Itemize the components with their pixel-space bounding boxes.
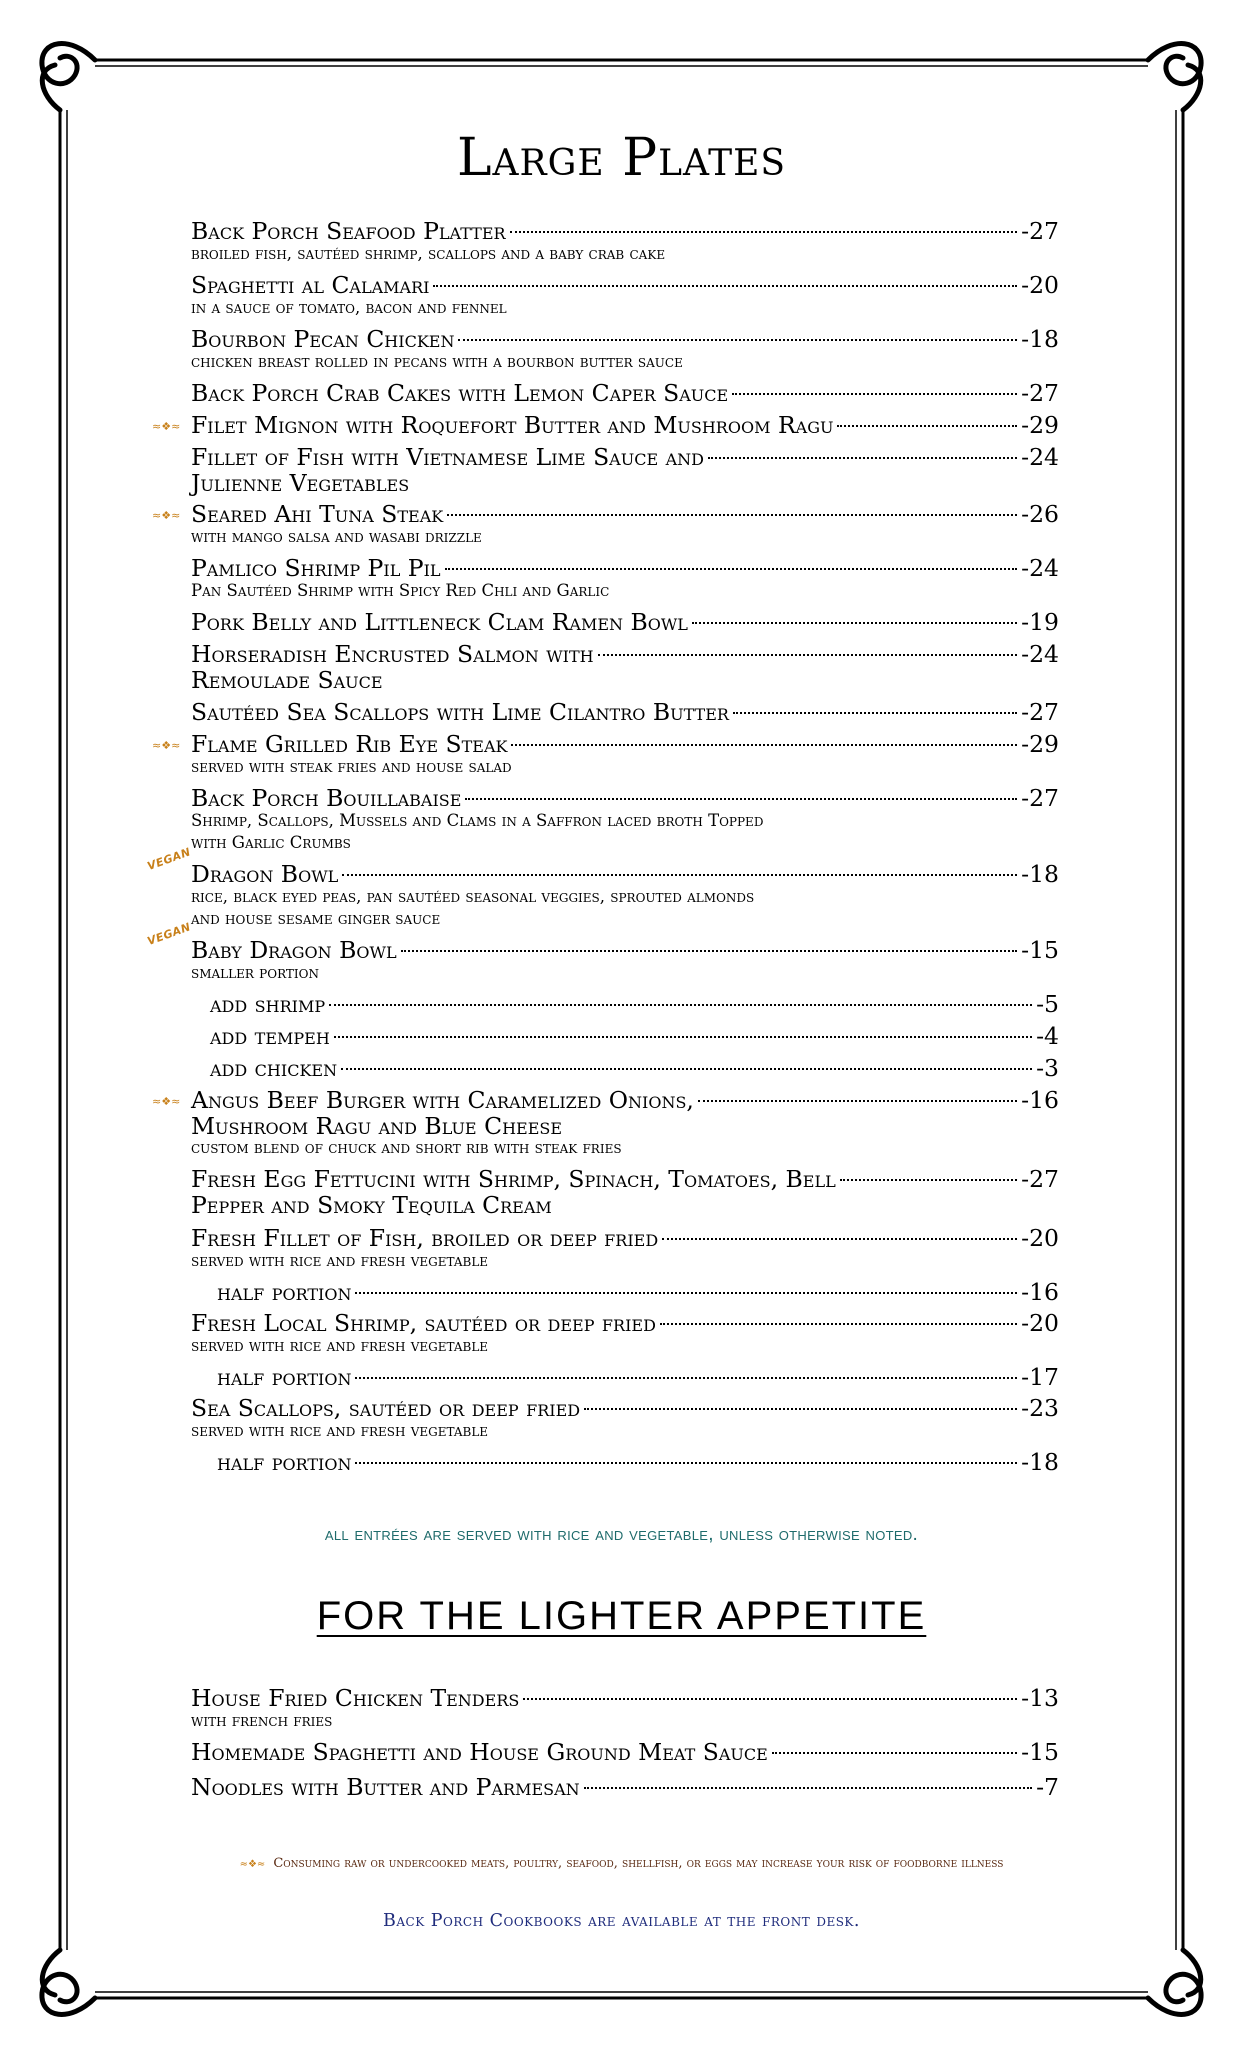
item-description: served with steak fries and house salad <box>191 757 512 776</box>
menu-item: Noodles with Butter and Parmesan -7 <box>191 1773 1059 1801</box>
menu-item: Horseradish Encrusted Salmon with -24 <box>191 640 1059 668</box>
cookbook-footer: Back Porch Cookbooks are available at the front desk. <box>383 1911 860 1931</box>
menu-item: Fresh Local Shrimp, sautéed or deep fried -20 <box>191 1309 1059 1337</box>
raw-warning-icon: ≈❖≈ <box>239 1859 266 1870</box>
item-description: custom blend of chuck and short rib with steak fries <box>191 1138 622 1157</box>
menu-item: Bourbon Pecan Chicken -18 <box>191 325 1059 353</box>
menu-item: Baby Dragon Bowl -15 <box>191 936 1059 964</box>
health-disclaimer <box>0 1856 1243 1871</box>
menu-item: Filet Mignon with Roquefort Butter and Mushroom Ragu -29 <box>191 411 1059 439</box>
menu-item: Back Porch Crab Cakes with Lemon Caper Sauce -27 <box>191 379 1059 407</box>
item-description: served with rice and fresh vegetable <box>191 1421 489 1440</box>
item-description: in a sauce of tomato, bacon and fennel <box>191 298 507 317</box>
menu-item: Back Porch Bouillabaise -27 <box>191 784 1059 812</box>
menu-item: Pork Belly and Littleneck Clam Ramen Bowl -19 <box>191 608 1059 636</box>
menu-item: Pamlico Shrimp Pil Pil -24 <box>191 554 1059 582</box>
menu-item: Fresh Egg Fettucini with Shrimp, Spinach, Tomatoes, Bell -27 <box>191 1165 1059 1193</box>
menu-item: Fresh Fillet of Fish, broiled or deep fried -20 <box>191 1224 1059 1252</box>
menu-item: Fillet of Fish with Vietnamese Lime Sauce and -24 <box>191 443 1059 471</box>
item-name-continued: Julienne Vegetables <box>191 469 410 497</box>
item-description: with mango salsa and wasabi drizzle <box>191 527 482 546</box>
item-description: Pan Sautéed Shrimp with Spicy Red Chli and Garlic <box>191 581 610 600</box>
vegan-badge: VEGAN <box>145 920 193 948</box>
item-description: chicken breast rolled in pecans with a bourbon butter sauce <box>191 352 683 371</box>
item-name-continued: Mushroom Ragu and Blue Cheese <box>191 1112 563 1140</box>
item-description: and house sesame ginger sauce <box>191 909 441 928</box>
item-description: served with rice and fresh vegetable <box>191 1336 489 1355</box>
disclaimer-text: Consuming raw or undercooked meats, poultry, seafood, shellfish, or eggs may increase your risk of foodborne illness <box>273 1856 1004 1871</box>
menu-item: House Fried Chicken Tenders -13 <box>191 1684 1059 1712</box>
menu-item: Homemade Spaghetti and House Ground Meat Sauce -15 <box>191 1738 1059 1766</box>
vegan-badge: VEGAN <box>145 845 193 873</box>
item-description: Shrimp, Scallops, Mussels and Clams in a Saffron laced broth Topped <box>191 811 764 830</box>
item-description: smaller portion <box>191 963 319 982</box>
menu-item: Dragon Bowl -18 <box>191 860 1059 888</box>
corner-ornament <box>42 44 95 84</box>
menu-item: Back Porch Seafood Platter -27 <box>191 217 1059 245</box>
item-description: broiled fish, sautéed shrimp, scallops and a baby crab cake <box>191 244 666 263</box>
raw-warning-icon: ≈❖≈ <box>152 1095 181 1108</box>
page-title: Large Plates <box>456 128 787 188</box>
section-title: FOR THE LIGHTER APPETITE <box>316 1594 927 1638</box>
half-portion-item: half portion -18 <box>217 1448 1059 1476</box>
raw-warning-icon: ≈❖≈ <box>152 509 181 522</box>
half-portion-item: half portion -16 <box>217 1278 1059 1306</box>
add-on-item: add tempeh -4 <box>210 1022 1059 1050</box>
item-name-continued: Remoulade Sauce <box>191 666 383 694</box>
item-description: served with rice and fresh vegetable <box>191 1251 489 1270</box>
item-description: with Garlic Crumbs <box>191 833 351 852</box>
raw-warning-icon: ≈❖≈ <box>152 739 181 752</box>
menu-item: Sautéed Sea Scallops with Lime Cilantro Butter -27 <box>191 698 1059 726</box>
item-name-continued: Pepper and Smoky Tequila Cream <box>191 1191 552 1219</box>
menu-item: Angus Beef Burger with Caramelized Onions, -16 <box>191 1086 1059 1114</box>
menu-item: Flame Grilled Rib Eye Steak -29 <box>191 730 1059 758</box>
menu-item: Seared Ahi Tuna Steak -26 <box>191 500 1059 528</box>
entrees-note: all entrées are served with rice and vegetable, unless otherwise noted. <box>324 1524 919 1545</box>
add-on-item: add shrimp -5 <box>210 990 1059 1018</box>
add-on-item: add chicken -3 <box>210 1054 1059 1082</box>
menu-item: Sea Scallops, sautéed or deep fried -23 <box>191 1394 1059 1422</box>
item-description: rice, black eyed peas, pan sautéed seasonal veggies, sprouted almonds <box>191 887 755 906</box>
raw-warning-icon: ≈❖≈ <box>152 420 181 433</box>
half-portion-item: half portion -17 <box>217 1363 1059 1391</box>
item-description: with french fries <box>191 1711 333 1730</box>
menu-item: Spaghetti al Calamari -20 <box>191 271 1059 299</box>
